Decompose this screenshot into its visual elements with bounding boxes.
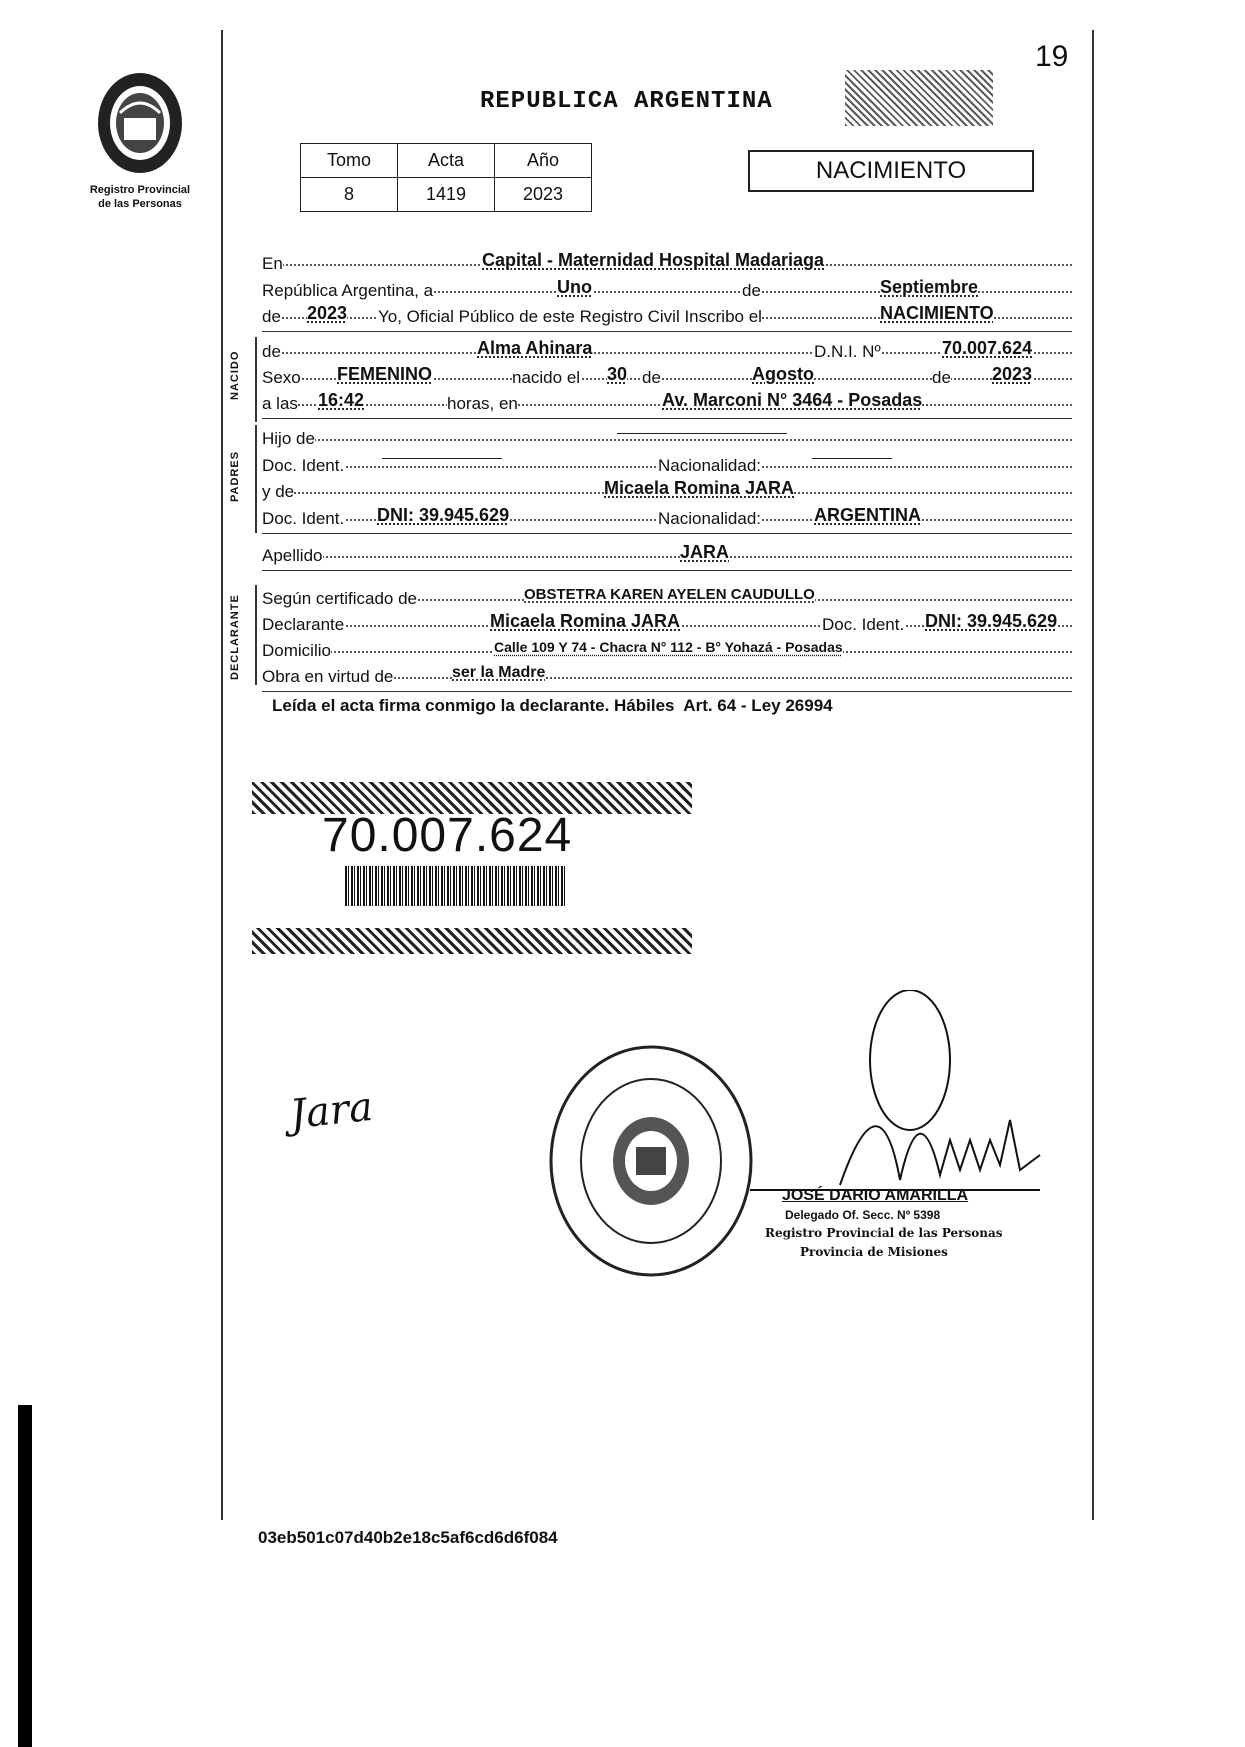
cert-label: Según certificado de	[262, 585, 417, 613]
republica-label: República Argentina, a	[262, 277, 433, 305]
en-value: Capital - Maternidad Hospital Madariaga	[482, 250, 824, 274]
doc-label: Doc. Ident.	[262, 452, 344, 480]
official-line3: Provincia de Misiones	[800, 1245, 948, 1259]
left-margin-line	[221, 30, 223, 1520]
nac-blank-line	[812, 458, 892, 459]
record-type-box: NACIMIENTO	[748, 150, 1034, 192]
place-value: Av. Marconi N° 3464 - Posadas	[662, 390, 922, 414]
de2-label: de	[262, 303, 281, 331]
yde-label: y de	[262, 478, 294, 506]
id-number: 70.007.624	[322, 809, 573, 862]
row-mother	[262, 478, 1072, 506]
record-value: NACIMIENTO	[880, 303, 994, 327]
birth-month-value: Agosto	[752, 364, 814, 388]
scan-edge-bar	[18, 1405, 32, 1747]
registry-logo	[90, 68, 190, 178]
de-label: de	[742, 277, 761, 305]
obra-value: ser la Madre	[452, 663, 545, 687]
en-label: En	[262, 250, 283, 278]
hijo-label: Hijo de	[262, 425, 315, 453]
nac2-label: Nacionalidad:	[658, 505, 761, 533]
dom-value: Calle 109 Y 74 - Chacra N° 112 - B° Yohazá - Posadas	[494, 637, 843, 661]
obra-label: Obra en virtud de	[262, 663, 393, 691]
registry-seal-icon	[90, 68, 190, 178]
row-year	[262, 303, 1072, 332]
security-pattern-bottom	[252, 928, 692, 954]
security-hologram-icon	[845, 70, 993, 126]
decl-label: Declarante	[262, 611, 344, 639]
row-domicilio	[262, 637, 1072, 665]
row-obra	[262, 663, 1072, 692]
right-margin-line	[1092, 30, 1094, 1520]
registry-name-line2: de las Personas	[98, 198, 182, 210]
birth-de2-label: de	[932, 364, 951, 392]
month-value: Septiembre	[880, 277, 978, 301]
official-line1: Delegado Of. Secc. Nº 5398	[785, 1208, 941, 1222]
record-table	[300, 143, 592, 212]
value-tomo: 8	[301, 178, 398, 212]
official-name: JOSÉ DARIO AMARILLA	[782, 1187, 969, 1204]
horas-label: horas, en	[447, 390, 518, 418]
declarante-bracket	[255, 585, 257, 685]
stamp-seal-icon	[548, 1043, 754, 1279]
row-apellido	[262, 542, 1072, 571]
oficial-text: Yo, Oficial Público de este Registro Civil Inscribo el	[378, 303, 762, 331]
decl-doc-label: Doc. Ident.	[822, 611, 904, 639]
document-hash: 03eb501c07d40b2e18c5af6cd6d6f084	[258, 1528, 558, 1547]
official-line2: Registro Provincial de las Personas	[765, 1226, 1003, 1240]
mother-nac-value: ARGENTINA	[814, 505, 921, 529]
cert-value: OBSTETRA KAREN AYELEN CAUDULLO	[524, 585, 815, 609]
header-anio: Año	[495, 144, 592, 178]
alas-label: a las	[262, 390, 298, 418]
padres-side-label: PADRES	[229, 450, 241, 502]
row-nacido-name	[262, 338, 1072, 366]
year-value: 2023	[307, 303, 347, 327]
row-certificado	[262, 585, 1072, 613]
signature-scribble-icon	[740, 990, 1090, 1220]
nac-label: Nacionalidad:	[658, 452, 761, 480]
decl-value: Micaela Romina JARA	[490, 611, 680, 635]
day-value: Uno	[557, 277, 592, 301]
value-anio: 2023	[495, 178, 592, 212]
doc-blank-line	[382, 458, 502, 459]
birth-day-value: 30	[607, 364, 627, 388]
closing-text: Leída el acta firma conmigo la declarante. Hábiles Art. 64 - Ley 26994	[272, 696, 833, 715]
row-republica	[262, 277, 1072, 305]
dni-value: 70.007.624	[942, 338, 1032, 362]
signature-right	[740, 990, 1090, 1220]
nacido-bracket	[255, 337, 257, 422]
time-value: 16:42	[318, 390, 364, 414]
sexo-label: Sexo	[262, 364, 301, 392]
row-hijo	[262, 425, 1072, 453]
sexo-value: FEMENINO	[337, 364, 432, 388]
row-doc2	[262, 505, 1072, 534]
row-time	[262, 390, 1072, 419]
nacido-name-value: Alma Ahinara	[477, 338, 592, 362]
nacido-de-label: de	[262, 338, 281, 366]
header-tomo: Tomo	[301, 144, 398, 178]
official-stamp	[548, 1043, 754, 1279]
registry-name-line1: Registro Provincial	[89, 184, 191, 196]
value-acta: 1419	[398, 178, 495, 212]
nacido-side-label: NACIDO	[229, 350, 241, 400]
row-sexo	[262, 364, 1072, 392]
signature-left: Jara	[287, 1083, 376, 1139]
birth-year-value: 2023	[992, 364, 1032, 388]
row-doc1	[262, 452, 1072, 480]
row-en	[262, 250, 1072, 278]
apellido-label: Apellido	[262, 542, 323, 570]
page-number: 19	[1035, 40, 1069, 73]
birth-de-label: de	[642, 364, 661, 392]
mother-value: Micaela Romina JARA	[604, 478, 794, 502]
mother-doc-value: DNI: 39.945.629	[377, 505, 509, 529]
row-declarante	[262, 611, 1072, 639]
dom-label: Domicilio	[262, 637, 331, 665]
document-title: REPUBLICA ARGENTINA	[480, 88, 773, 115]
declarante-side-label: DECLARANTE	[229, 594, 241, 680]
padres-bracket	[255, 425, 257, 533]
barcode	[345, 866, 567, 906]
apellido-value: JARA	[680, 542, 729, 566]
header-acta: Acta	[398, 144, 495, 178]
dni-label: D.N.I. Nº	[814, 338, 881, 366]
nacido-el-label: nacido el	[512, 364, 580, 392]
decl-doc-value: DNI: 39.945.629	[925, 611, 1057, 635]
doc2-label: Doc. Ident.	[262, 505, 344, 533]
hijo-blank-line	[617, 433, 787, 434]
